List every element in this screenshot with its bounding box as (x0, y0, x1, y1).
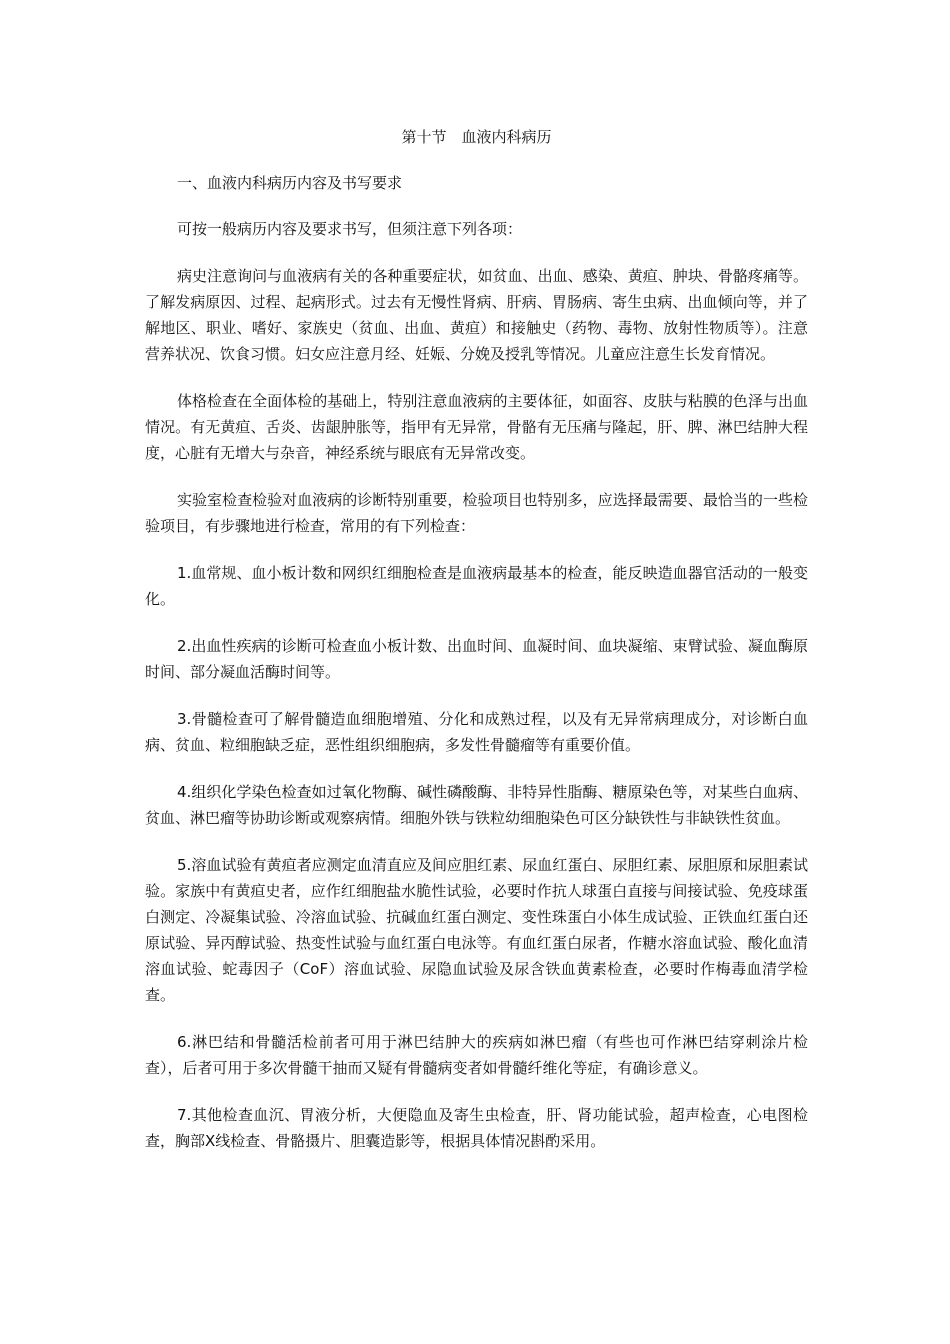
list-item: 4.组织化学染色检查如过氧化物酶、碱性磷酸酶、非特异性脂酶、糖原染色等，对某些白血病、贫血、淋巴瘤等协助诊断或观察病情。细胞外铁与铁粒幼细胞染色可区分缺铁性与非缺铁性贫血。 (145, 783, 808, 827)
list-item: 2.出血性疾病的诊断可检查血小板计数、出血时间、血凝时间、血块凝缩、束臂试验、凝血酶原时间、部分凝血活酶时间等。 (145, 637, 808, 681)
document-page (145, 124, 808, 1175)
list-item: 7.其他检查血沉、胃液分析，大便隐血及寄生虫检查，肝、肾功能试验，超声检查，心电图检查，胸部X线检查、骨骼摄片、胆囊造影等，根据具体情况斟酌采用。 (145, 1106, 808, 1150)
list-item: 1.血常规、血小板计数和网织红细胞检查是血液病最基本的检查，能反映造血器官活动的一般变化。 (145, 564, 808, 608)
history-paragraph: 病史注意询问与血液病有关的各种重要症状，如贫血、出血、感染、黄疸、肿块、骨骼疼痛等。了解发病原因、过程、起病形式。过去有无慢性肾病、肝病、胃肠病、寄生虫病、出血倾向等，并了解地区、职业、嗜好、家族史（贫血、出血、黄疸）和接触史（药物、毒物、放射性物质等）。注意营养状况、饮食习惯。妇女应注意月经、妊娠、分娩及授乳等情况。儿童应注意生长发育情况。 (145, 267, 808, 363)
list-item: 3.骨髓检查可了解骨髓造血细胞增殖、分化和成熟过程，以及有无异常病理成分，对诊断白血病、贫血、粒细胞缺乏症，恶性组织细胞病，多发性骨髓瘤等有重要价值。 (145, 710, 808, 754)
list-item: 5.溶血试验有黄疸者应测定血清直应及间应胆红素、尿血红蛋白、尿胆红素、尿胆原和尿胆素试验。家族中有黄疸史者，应作红细胞盐水脆性试验，必要时作抗人球蛋白直接与间接试验、免疫球蛋白测定、冷凝集试验、冷溶血试验、抗碱血红蛋白测定、变性珠蛋白小体生成试验、正铁血红蛋白还原试验、异丙醇试验、热变性试验与血红蛋白电泳等。有血红蛋白尿者，作糖水溶血试验、酸化血清溶血试验、蛇毒因子（CoF）溶血试验、尿隐血试验及尿含铁血黄素检查，必要时作梅毒血清学检查。 (145, 856, 808, 1004)
lab-tests-paragraph: 实验室检查检验对血液病的诊断特别重要，检验项目也特别多，应选择最需要、最恰当的一些检验项目，有步骤地进行检查，常用的有下列检查： (145, 491, 808, 535)
intro-paragraph: 可按一般病历内容及要求书写，但须注意下列各项： (177, 220, 523, 238)
section-heading: 一、血液内科病历内容及书写要求 (177, 174, 403, 192)
section-title: 第十节 血液内科病历 (401, 128, 552, 146)
physical-exam-paragraph: 体格检查在全面体检的基础上，特别注意血液病的主要体征，如面容、皮肤与粘膜的色泽与出血情况。有无黄疸、舌炎、齿龈肿胀等，指甲有无异常，骨骼有无压痛与隆起，肝、脾、淋巴结肿大程度，心脏有无增大与杂音，神经系统与眼底有无异常改变。 (145, 392, 808, 462)
list-item: 6.淋巴结和骨髓活检前者可用于淋巴结肿大的疾病如淋巴瘤（有些也可作淋巴结穿刺涂片检查），后者可用于多次骨髓干抽而又疑有骨髓病变者如骨髓纤维化等症，有确诊意义。 (145, 1033, 808, 1077)
